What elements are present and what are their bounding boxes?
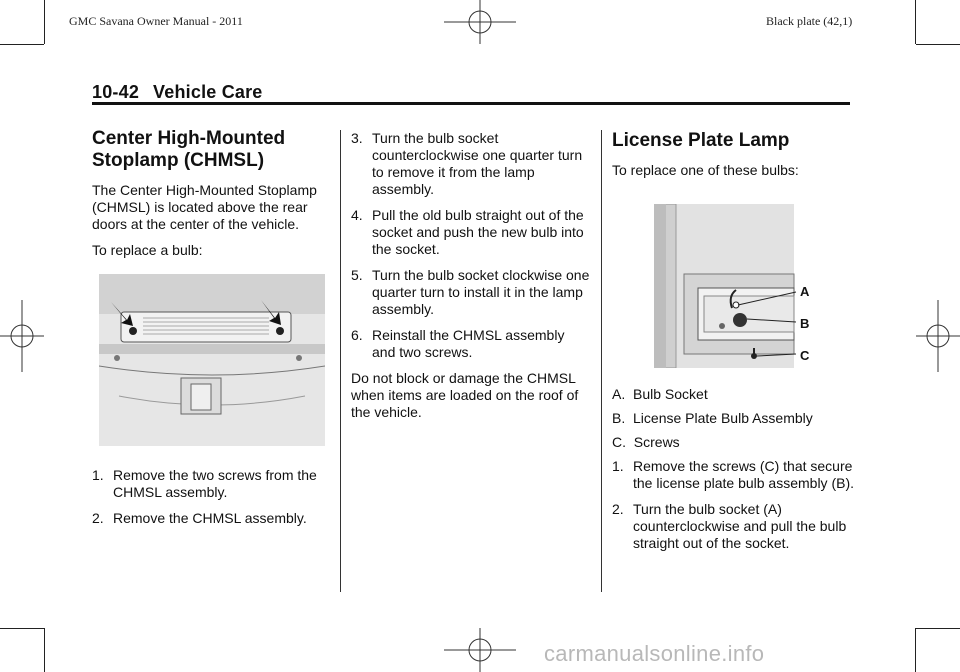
step-item: 4. Pull the old bulb straight out of the socket and push the new bulb into the socket. bbox=[351, 207, 584, 257]
middle-column bbox=[351, 130, 591, 421]
crop-mark bbox=[0, 628, 44, 629]
registration-mark-right bbox=[916, 300, 960, 372]
chmsl-heading: Center High-Mounted Stoplamp (CHMSL) bbox=[92, 128, 286, 171]
callout-a: A bbox=[800, 284, 810, 299]
left-column bbox=[92, 128, 332, 259]
header-rule bbox=[92, 102, 850, 105]
step-item: 1. Remove the two screws from the CHMSL assembly. bbox=[92, 467, 317, 500]
crop-mark bbox=[915, 628, 916, 672]
callout-c: C bbox=[800, 348, 810, 363]
crop-mark bbox=[916, 44, 960, 45]
step-item: 2. Remove the CHMSL assembly. bbox=[92, 510, 307, 526]
crop-mark bbox=[915, 0, 916, 44]
document-title: GMC Savana Owner Manual - 2011 bbox=[69, 14, 243, 28]
section-header bbox=[92, 82, 277, 103]
column-divider bbox=[601, 130, 602, 592]
section-title: Vehicle Care bbox=[153, 82, 263, 102]
crop-mark bbox=[44, 0, 45, 44]
callout-b: B bbox=[800, 316, 810, 331]
crop-mark bbox=[916, 628, 960, 629]
right-column bbox=[612, 130, 857, 179]
step-item: 2. Turn the bulb socket (A) counterclockwise and pull the bulb straight out of the socket. bbox=[612, 501, 847, 551]
license-plate-heading: License Plate Lamp bbox=[612, 130, 790, 151]
left-steps bbox=[92, 467, 332, 527]
right-legend bbox=[612, 386, 857, 552]
legend-item: B. License Plate Bulb Assembly bbox=[612, 410, 813, 426]
legend-item: A. Bulb Socket bbox=[612, 386, 708, 402]
license-plate-intro: To replace one of these bulbs: bbox=[612, 162, 799, 178]
page-number: 10-42 bbox=[92, 82, 140, 102]
step-item: 5. Turn the bulb socket clockwise one quarter turn to install it in the lamp assembly. bbox=[351, 267, 590, 317]
plate-label: Black plate (42,1) bbox=[766, 14, 853, 28]
legend-item: C. Screws bbox=[612, 434, 680, 450]
crop-mark bbox=[44, 628, 45, 672]
chmsl-figure bbox=[99, 274, 325, 446]
footer-watermark: carmanualsonline.info bbox=[544, 641, 765, 666]
registration-mark-bottom bbox=[444, 628, 516, 672]
column-divider bbox=[340, 130, 341, 592]
chmsl-intro: The Center High-Mounted Stoplamp (CHMSL) is located above the rear doors at the center of the vehicle. bbox=[92, 182, 317, 232]
license-plate-figure bbox=[654, 204, 818, 368]
step-item: 6. Reinstall the CHMSL assembly and two screws. bbox=[351, 327, 565, 360]
crop-mark bbox=[0, 44, 44, 45]
step-item: 1. Remove the screws (C) that secure the license plate bulb assembly (B). bbox=[612, 458, 854, 491]
registration-mark-left bbox=[0, 300, 44, 372]
chmsl-replace-label: To replace a bulb: bbox=[92, 242, 203, 258]
step-item: 3. Turn the bulb socket counterclockwise one quarter turn to remove it from the lamp assembly. bbox=[351, 130, 583, 197]
registration-mark-top bbox=[444, 0, 516, 44]
chmsl-note: Do not block or damage the CHMSL when items are loaded on the roof of the vehicle. bbox=[351, 370, 579, 420]
